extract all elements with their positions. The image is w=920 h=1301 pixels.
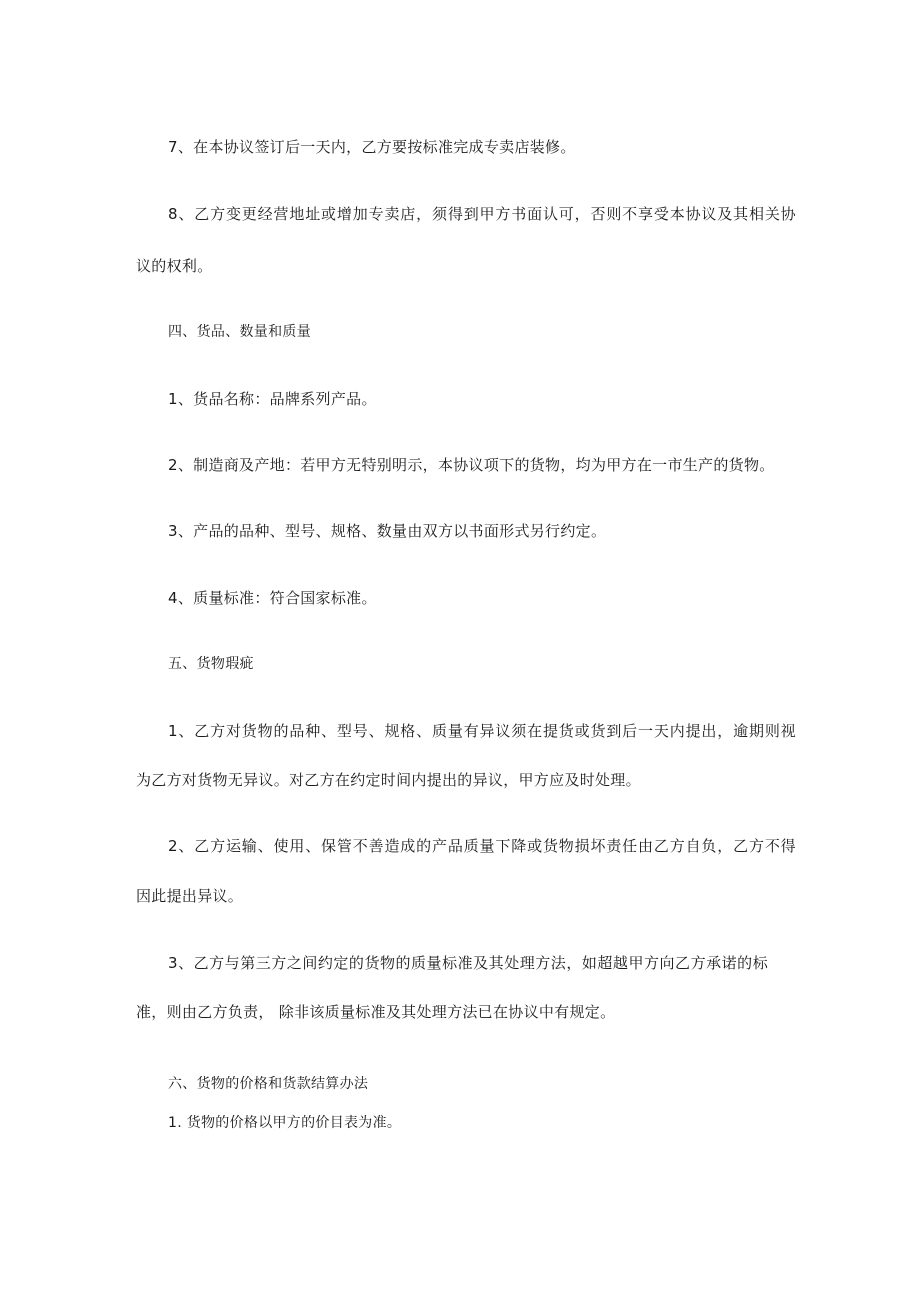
section-4-heading: 四、货品、数量和质量 <box>168 324 311 340</box>
section-4-clause-2: 2、制造商及产地：若甲方无特别明示，本协议项下的货物，均为甲方在一市生产的货物。 <box>168 456 775 474</box>
section-5-clause-3-line-1: 3、乙方与第三方之间约定的货物的质量标准及其处理方法，如超越甲方向乙方承诺的标 <box>168 954 768 972</box>
section-5-heading: 五、货物瑕疵 <box>168 656 254 672</box>
section-5-clause-1-line-2: 为乙方对货物无异议。对乙方在约定时间内提出的异议，甲方应及时处理。 <box>136 771 641 789</box>
clause-7: 7、在本协议签订后一天内，乙方要按标准完成专卖店装修。 <box>168 138 576 156</box>
section-4-clause-4: 4、质量标准：符合国家标准。 <box>168 589 377 607</box>
section-4-clause-1: 1、货品名称：品牌系列产品。 <box>168 390 377 408</box>
clause-8-line-1: 8、乙方变更经营地址或增加专卖店，须得到甲方书面认可，否则不享受本协议及其相关协 <box>168 205 796 223</box>
section-5-clause-1-line-1: 1、乙方对货物的品种、型号、规格、质量有异议须在提货或货到后一天内提出，逾期则视 <box>168 722 796 740</box>
section-5-clause-2-line-1: 2、乙方运输、使用、保管不善造成的产品质量下降或货物损坏责任由乙方自负，乙方不得 <box>168 837 796 855</box>
section-5-clause-2-line-2: 因此提出异议。 <box>136 887 244 905</box>
section-6-clause-1: 1. 货物的价格以甲方的价目表为准。 <box>168 1115 402 1131</box>
clause-8-line-2: 议的权利。 <box>136 257 213 275</box>
section-4-clause-3: 3、产品的品种、型号、规格、数量由双方以书面形式另行约定。 <box>168 522 607 540</box>
section-5-clause-3-line-2: 准，则由乙方负责， 除非该质量标准及其处理方法已在协议中有规定。 <box>136 1003 616 1021</box>
section-6-heading: 六、货物的价格和货款结算办法 <box>168 1076 369 1092</box>
